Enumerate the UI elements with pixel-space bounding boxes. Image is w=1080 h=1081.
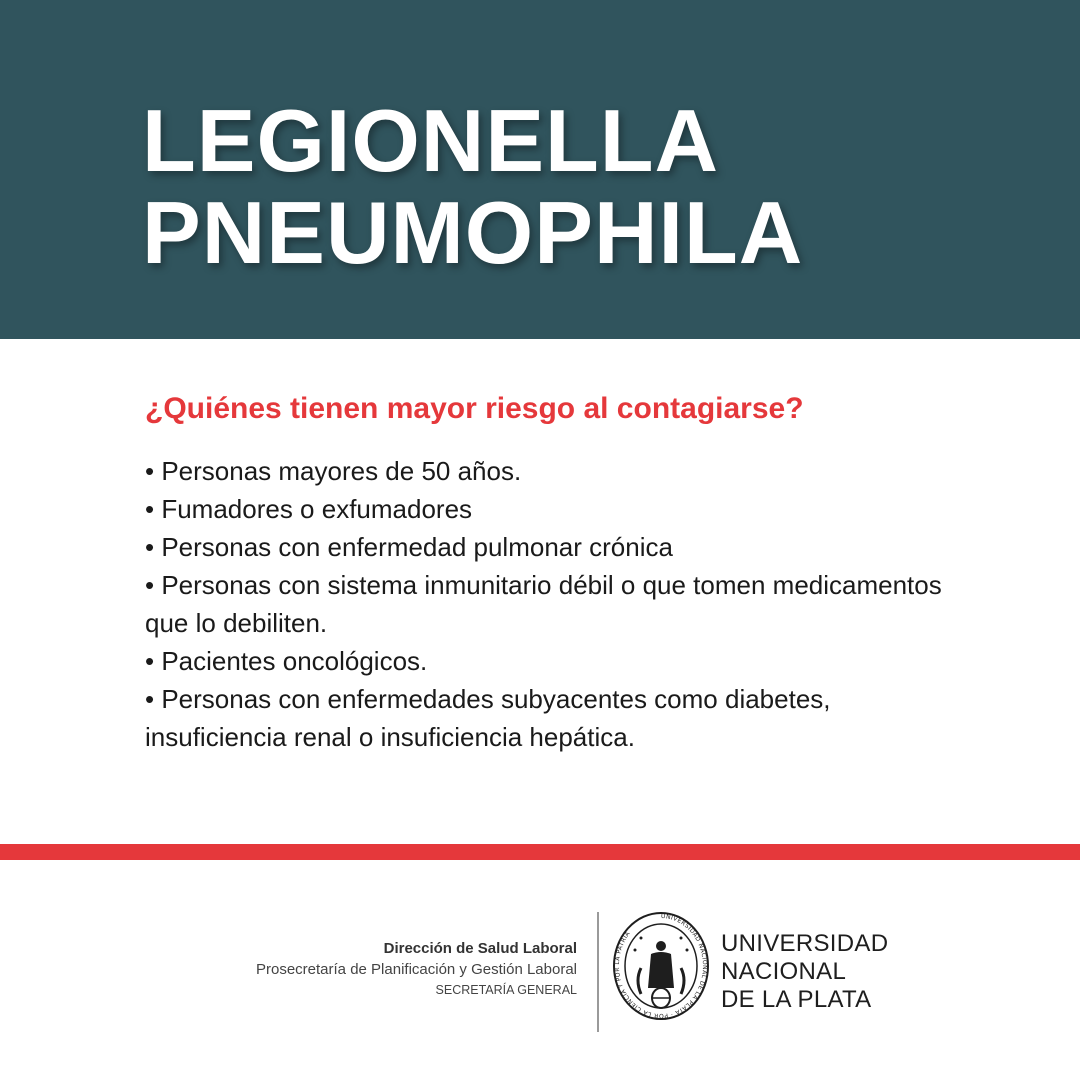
prosecretaria-name: Prosecretaría de Planificación y Gestión Laboral: [255, 961, 577, 978]
page-title: [142, 91, 804, 282]
footer-department-block: [256, 938, 577, 1001]
risk-item: • Personas con sistema inmunitario débil o que tomen medicamentos que lo debiliten.: [145, 570, 942, 638]
risk-item: • Personas con enfermedad pulmonar crónica: [145, 532, 673, 562]
title-line-2: PNEUMOPHILA: [142, 183, 804, 282]
title-line-1: LEGIONELLA: [142, 91, 720, 190]
risk-item: • Personas con enfermedades subyacentes como diabetes, insuficiencia renal o insuficiencia hepática.: [145, 684, 831, 752]
footer-divider: [597, 912, 599, 1032]
risk-question-heading: ¿Quiénes tienen mayor riesgo al contagiarse?: [145, 392, 804, 425]
risk-item: • Pacientes oncológicos.: [145, 646, 428, 676]
header-banner: [0, 0, 1080, 339]
secretaria-name: SECRETARÍA GENERAL: [435, 983, 577, 997]
risk-list: [145, 452, 945, 756]
university-name-line-2: NACIONAL: [721, 958, 847, 985]
department-name: Dirección de Salud Laboral: [383, 940, 577, 957]
seal-ring-text: UNIVERSIDAD NACIONAL DE LA PLATA · POR LA CIENCIA Y POR LA PATRIA: [613, 912, 708, 1020]
university-name-line-3: DE LA PLATA: [721, 986, 872, 1013]
risk-item: • Fumadores o exfumadores: [145, 494, 473, 524]
university-name-line-1: UNIVERSIDAD: [721, 930, 889, 957]
university-name: [721, 930, 888, 1014]
university-seal-icon: [611, 910, 711, 1032]
accent-band: [0, 844, 1080, 860]
risk-item: • Personas mayores de 50 años.: [145, 456, 522, 486]
